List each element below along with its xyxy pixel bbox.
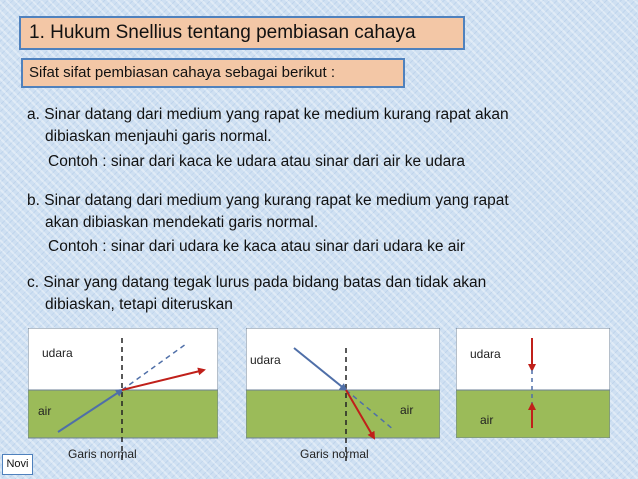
diagram-refraction-toward [246, 328, 440, 464]
point-c-line2: dibiaskan, tetapi diteruskan [45, 296, 233, 313]
point-b-line1: b. Sinar datang dari medium yang kurang rapat ke medium yang rapat [27, 192, 509, 209]
label-garis-normal: Garis normal [68, 447, 137, 461]
diagram-perpendicular-ray [456, 328, 610, 438]
label-udara: udara [42, 346, 73, 360]
label-air: air [38, 404, 52, 418]
slide-subtitle: Sifat sifat pembiasan cahaya sebagai berikut : [21, 58, 405, 88]
label-garis-normal: Garis normal [300, 447, 369, 461]
water-layer [28, 390, 218, 438]
point-b-line2: akan dibiaskan mendekati garis normal. [45, 214, 319, 231]
point-a-example: Contoh : sinar dari kaca ke udara atau sinar dari air ke udara [48, 153, 466, 170]
label-udara: udara [470, 347, 501, 361]
author-tag: Novi [2, 454, 33, 475]
slide-title: 1. Hukum Snellius tentang pembiasan cahaya [19, 16, 465, 50]
label-udara: udara [250, 353, 281, 367]
diagram-refraction-away [28, 328, 218, 464]
label-air: air [400, 403, 414, 417]
point-c-line1: c. Sinar yang datang tegak lurus pada bidang batas dan tidak akan [27, 274, 487, 291]
point-b-example: Contoh : sinar dari udara ke kaca atau sinar dari udara ke air [48, 238, 466, 255]
point-a-line1: a. Sinar datang dari medium yang rapat ke medium kurang rapat akan [27, 106, 509, 123]
label-air: air [480, 413, 494, 427]
point-a-line2: dibiaskan menjauhi garis normal. [45, 128, 272, 145]
